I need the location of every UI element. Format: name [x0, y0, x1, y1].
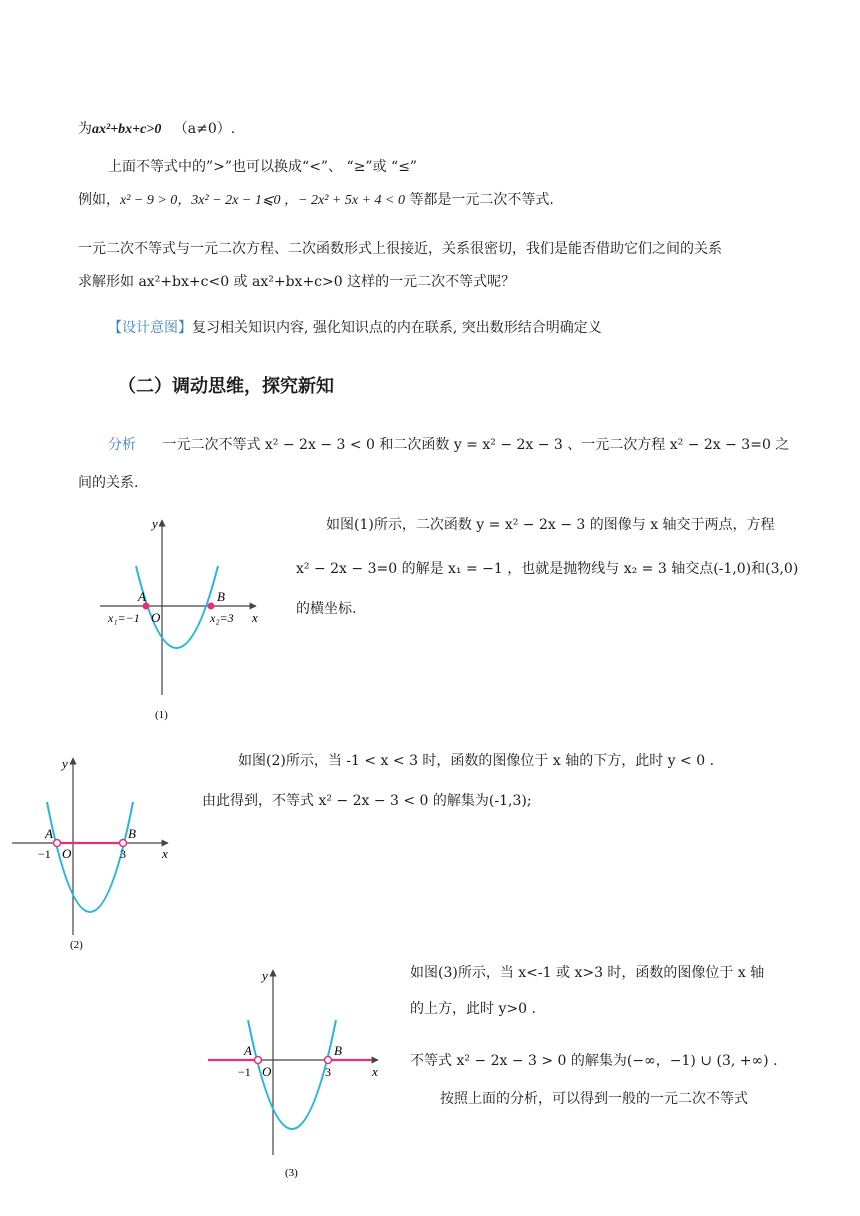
fig3-b-label: B — [334, 1043, 342, 1058]
fig3-point-a — [255, 1057, 262, 1064]
analysis-text: 一元二次不等式 x² − 2x − 3 < 0 和二次函数 y = x² − 2x − 3 、一元二次方程 x² − 2x − 3=0 之 — [162, 437, 790, 453]
para2-line2: 求解形如 ax²+bx+c<0 或 ax²+bx+c>0 这样的一元二次不等式呢？ — [78, 274, 516, 290]
line3-suffix: 等都是一元二次不等式. — [409, 192, 554, 208]
fig1-y-label: y — [152, 516, 158, 531]
fig2-o-label: O — [62, 846, 72, 861]
fig2-point-b — [120, 840, 127, 847]
fig3-text4: 按照上面的分析，可以得到一般的一元二次不等式 — [440, 1091, 748, 1107]
section-title: （二）调动思维，探究新知 — [118, 376, 334, 397]
line1-formula: ax²+bx+c>0 — [92, 122, 162, 137]
fig1-point-b — [208, 603, 215, 610]
fig2-b-label: B — [128, 826, 136, 841]
line-1 — [78, 118, 235, 138]
analysis-label: 分析 — [108, 437, 136, 453]
fig1-o-label: O — [151, 610, 161, 625]
fig3-text2: 的上方，此时 y>0 . — [410, 1001, 536, 1017]
design-label: 【设计意图】 — [108, 320, 192, 336]
design-text: 复习相关知识内容, 强化知识点的内在联系, 突出数形结合明确定义 — [192, 320, 602, 336]
fig3-three-label: 3 — [325, 1065, 331, 1079]
figure-3 — [203, 962, 385, 1182]
fig1-x1-label: x₁=−1 — [108, 611, 140, 625]
fig3-caption: (3) — [285, 1167, 298, 1179]
analysis-line1 — [108, 434, 789, 454]
fig3-y-label: y — [262, 968, 268, 983]
fig1-text1: 如图(1)所示，二次函数 y = x² − 2x − 3 的图像与 x 轴交于两点，方程 — [326, 517, 775, 533]
fig3-x-label: x — [372, 1064, 378, 1079]
line1-suffix: （a≠0）. — [173, 121, 236, 137]
figure-2 — [8, 752, 180, 956]
analysis-line2: 间的关系. — [78, 475, 139, 491]
line-3 — [78, 189, 554, 209]
fig1-text3: 的横坐标. — [296, 601, 357, 617]
fig2-point-a — [54, 840, 61, 847]
line-2: 上面不等式中的”>”也可以换成“<”、 “≥”或 “≤” — [108, 159, 418, 175]
fig1-x2-label: x₂=3 — [210, 611, 234, 625]
fig3-text1: 如图(3)所示，当 x<-1 或 x>3 时，函数的图像位于 x 轴 — [410, 965, 765, 981]
fig2-y-label: y — [62, 756, 68, 771]
fig1-text2: x² − 2x − 3=0 的解是 x₁ = −1 ，也就是抛物线与 x₂ = 3 轴交点(-1,0)和(3,0) — [296, 561, 799, 577]
line3-prefix: 例如， — [78, 192, 120, 208]
fig2-text2: 由此得到，不等式 x² − 2x − 3 < 0 的解集为(-1,3); — [202, 793, 532, 809]
line1-prefix: 为 — [78, 121, 92, 137]
line3-math: x² − 9 > 0，3x² − 2x − 1⩽0 ，− 2x² + 5x + 4 < 0 — [120, 193, 405, 208]
fig3-text3: 不等式 x² − 2x − 3 > 0 的解集为(−∞，−1) ∪ (3, +∞) . — [410, 1053, 778, 1069]
fig2-caption: (2) — [70, 939, 83, 951]
fig1-a-label: A — [138, 589, 146, 604]
fig2-text1: 如图(2)所示，当 -1 < x < 3 时，函数的图像位于 x 轴的下方，此时 y < 0 . — [238, 753, 715, 769]
fig2-three-label: 3 — [120, 847, 126, 861]
fig3-point-b — [325, 1057, 332, 1064]
fig1-b-label: B — [217, 589, 225, 604]
fig2-a-label: A — [45, 826, 53, 841]
fig3-a-label: A — [244, 1043, 252, 1058]
fig1-caption: (1) — [155, 709, 168, 721]
fig3-m1-label: −1 — [238, 1065, 251, 1079]
fig1-x-label: x — [252, 610, 258, 625]
fig3-o-label: O — [262, 1064, 272, 1079]
fig2-m1-label: −1 — [38, 847, 51, 861]
para2-line1: 一元二次不等式与一元二次方程、二次函数形式上很接近，关系很密切，我们是能否借助它们之间的关系 — [78, 241, 722, 257]
design-intent — [108, 317, 602, 337]
figure-1 — [96, 508, 266, 728]
fig2-x-label: x — [162, 846, 168, 861]
